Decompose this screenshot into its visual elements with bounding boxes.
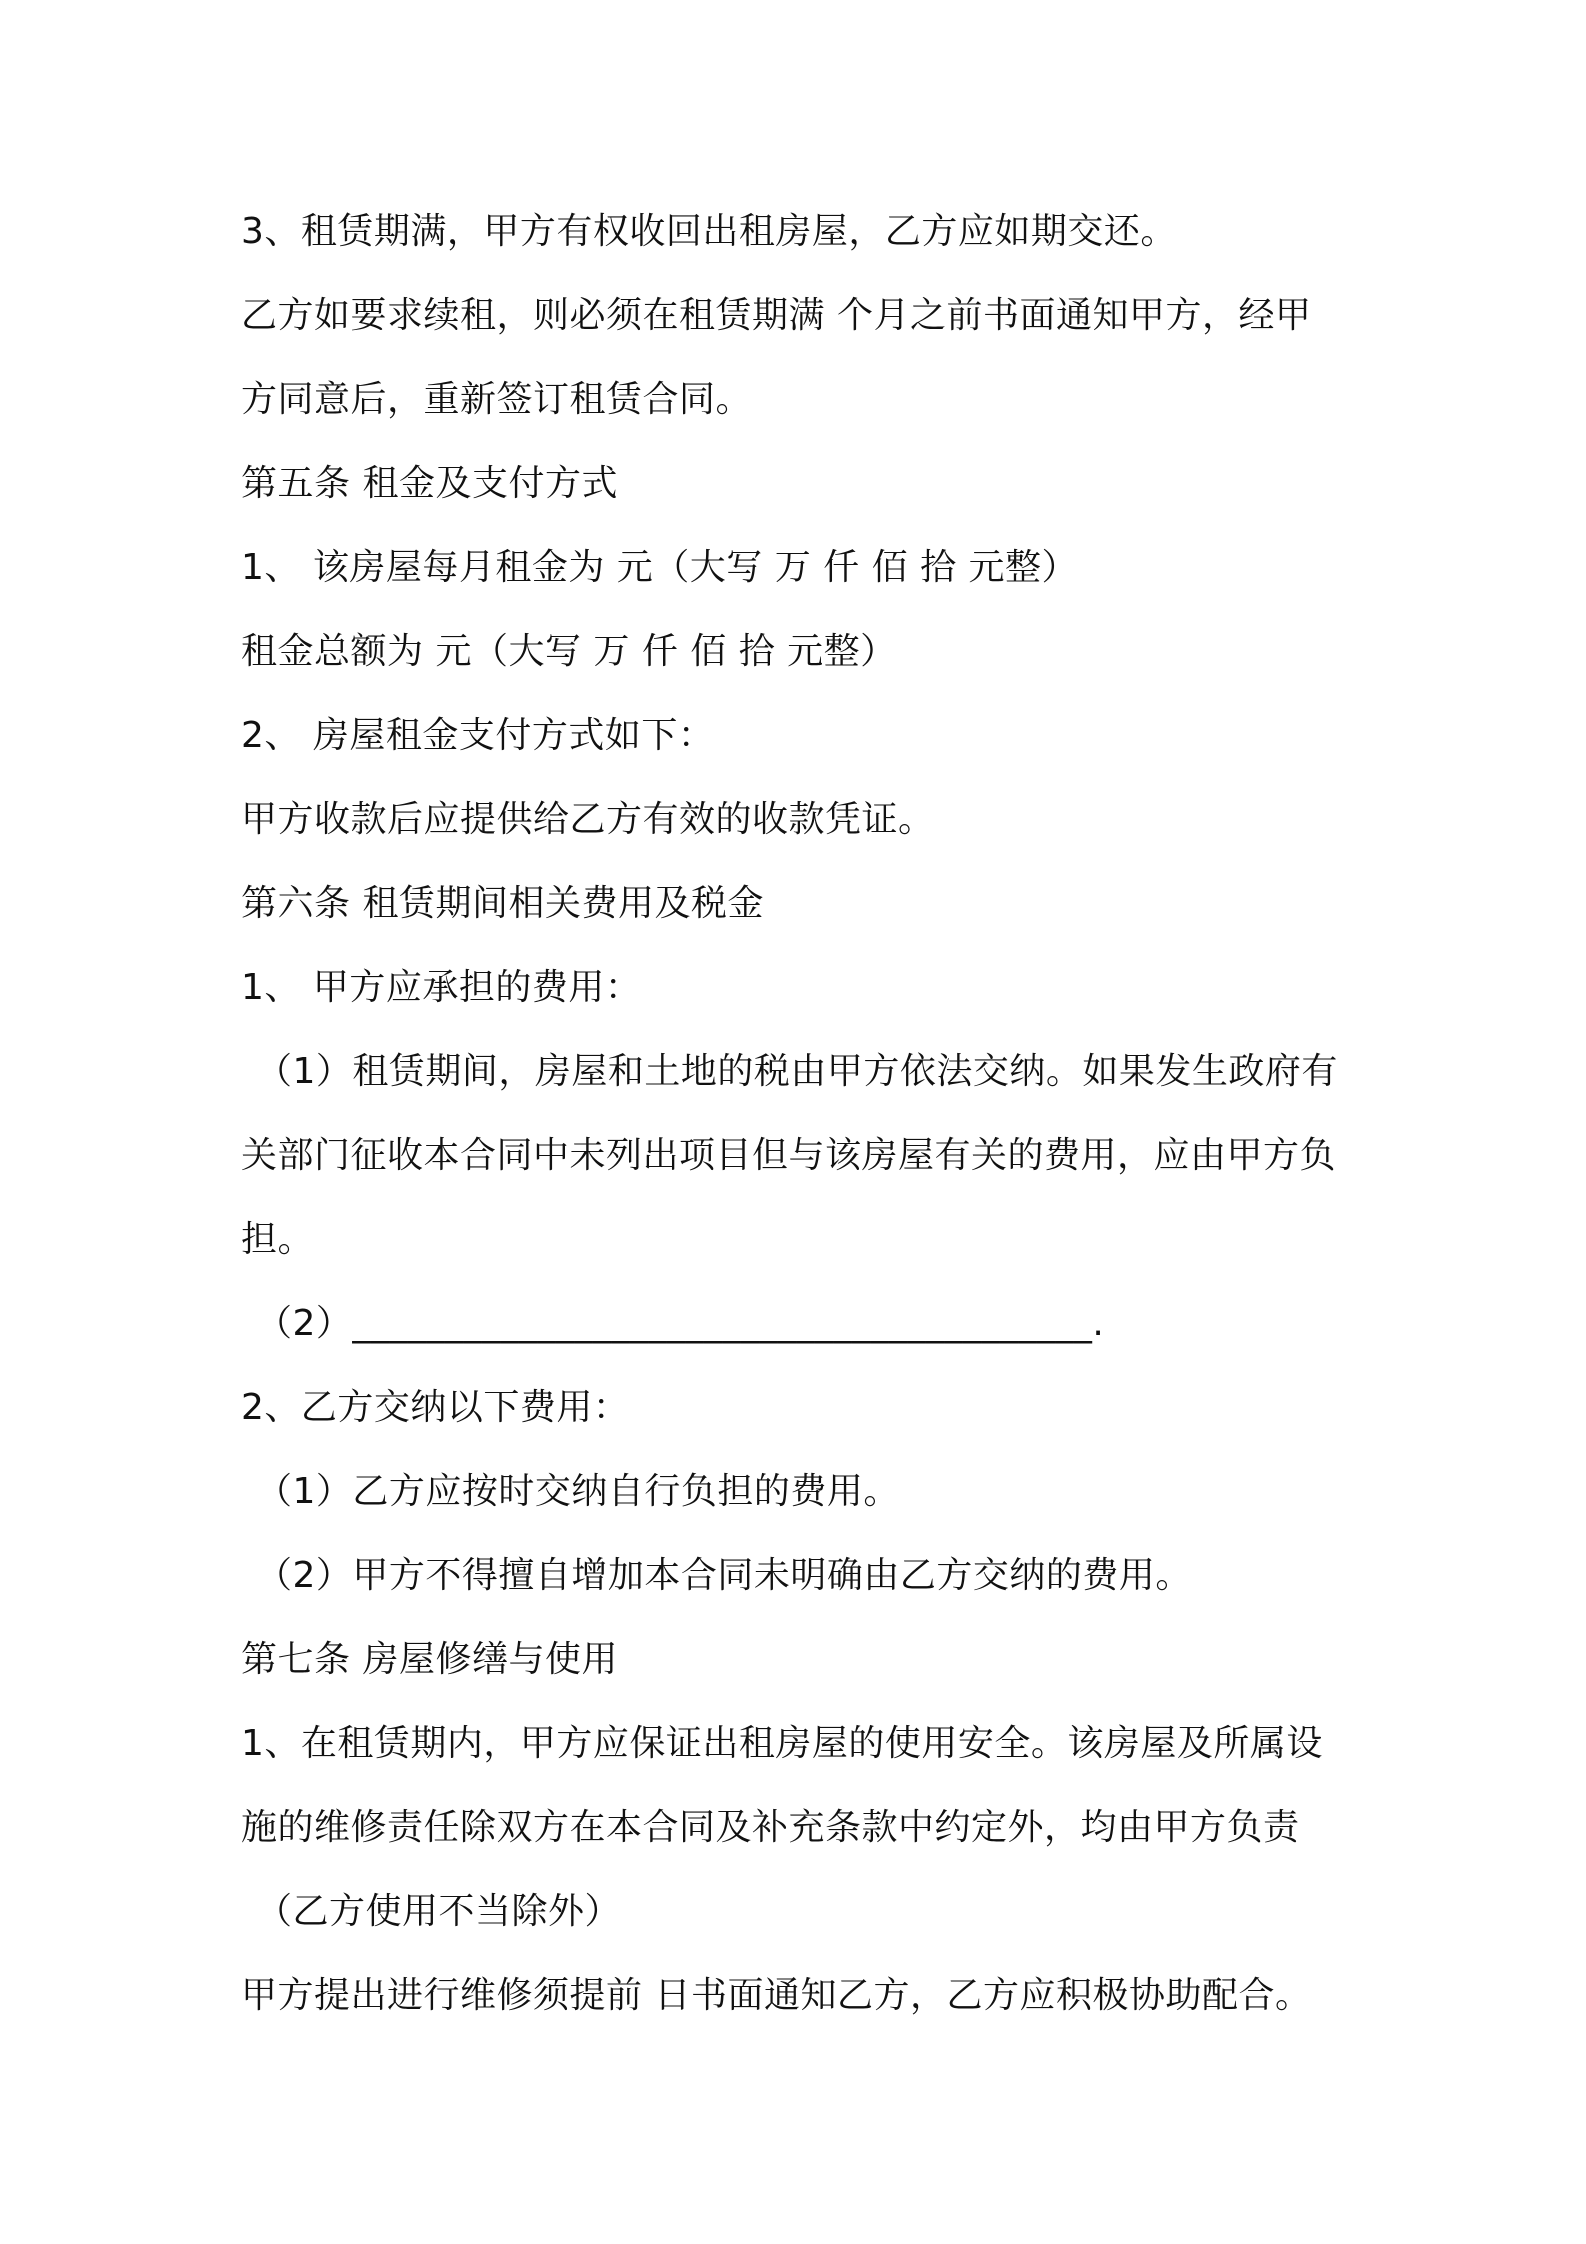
receipt-clause: 甲方收款后应提供给乙方有效的收款凭证。 [241, 799, 935, 840]
renewal-notice-line-1: 乙方如要求续租，则必须在租赁期满 个月之前书面通知甲方，经甲 [241, 295, 1312, 336]
landlord-fees-heading: 1、 甲方应承担的费用： [241, 967, 642, 1008]
renewal-notice-line-2: 方同意后，重新签订租赁合同。 [241, 379, 753, 420]
repair-clause-line-3: （乙方使用不当除外） [256, 1891, 622, 1932]
monthly-rent-clause: 1、 该房屋每月租金为 元（大写 万 仟 佰 拾 元整） [241, 547, 1079, 588]
clause-4-3-expiry: 3、租赁期满，甲方有权收回出租房屋，乙方应如期交还。 [241, 211, 1177, 252]
payment-method-clause: 2、 房屋租金支付方式如下： [241, 715, 715, 756]
landlord-fee-1-line-1: （1）租赁期间，房屋和土地的税由甲方依法交纳。如果发生政府有 [256, 1051, 1338, 1092]
landlord-fee-1-line-2: 关部门征收本合同中未列出项目但与该房屋有关的费用，应由甲方负 [241, 1135, 1337, 1176]
tenant-fee-2: （2）甲方不得擅自增加本合同未明确由乙方交纳的费用。 [256, 1555, 1192, 1596]
repair-notice-clause: 甲方提出进行维修须提前 日书面通知乙方，乙方应积极协助配合。 [241, 1975, 1312, 2016]
article-5-heading: 第五条 租金及支付方式 [241, 463, 618, 504]
tenant-fee-1: （1）乙方应按时交纳自行负担的费用。 [256, 1471, 900, 1512]
document-body [241, 190, 1361, 2038]
landlord-fee-1-line-3: 担。 [241, 1219, 315, 1260]
repair-clause-line-2: 施的维修责任除双方在本合同及补充条款中约定外，均由甲方负责 [241, 1807, 1300, 1848]
article-7-heading: 第七条 房屋修缮与使用 [241, 1639, 618, 1680]
total-rent-clause: 租金总额为 元（大写 万 仟 佰 拾 元整） [241, 631, 897, 672]
landlord-fee-2-blank: （2）________________________________________. [256, 1303, 1105, 1344]
tenant-fees-heading: 2、乙方交纳以下费用： [241, 1387, 630, 1428]
repair-clause-line-1: 1、在租赁期内，甲方应保证出租房屋的使用安全。该房屋及所属设 [241, 1723, 1323, 1764]
article-6-heading: 第六条 租赁期间相关费用及税金 [241, 883, 764, 924]
